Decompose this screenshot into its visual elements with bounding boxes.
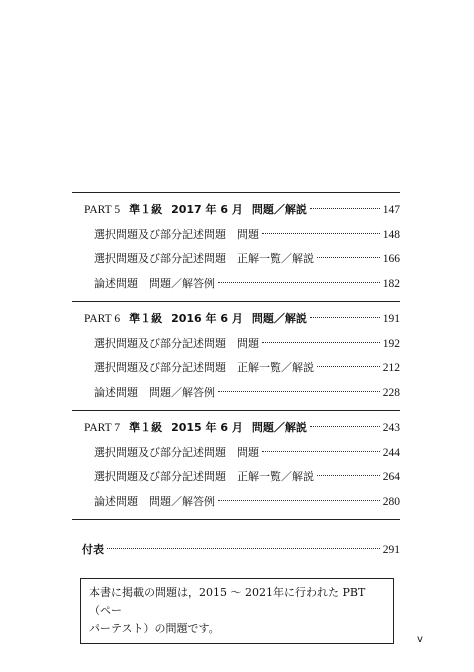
part-grade: 準１級 <box>129 421 163 434</box>
dot-leader <box>310 426 380 427</box>
toc-part-6 <box>72 307 400 411</box>
toc-part-5 <box>72 198 400 302</box>
page-number: 243 <box>382 422 400 434</box>
toc-entry[interactable] <box>72 272 400 297</box>
entry-label: 選択問題及び部分記述問題 問題 <box>94 227 259 241</box>
dot-leader <box>262 233 380 234</box>
note-box <box>80 578 394 644</box>
dot-leader <box>218 500 380 501</box>
dot-leader <box>262 342 380 343</box>
page-number: 264 <box>382 471 400 483</box>
toc-entry[interactable] <box>72 490 400 515</box>
part-date: 2017 年 6 月 <box>171 203 243 216</box>
page-number: 244 <box>382 446 400 459</box>
entry-label: 論述問題 問題／解答例 <box>94 494 215 508</box>
entry-label: 論述問題 問題／解答例 <box>94 276 215 290</box>
page-number: 228 <box>382 386 400 399</box>
part-number: PART 5 <box>84 204 121 216</box>
note-line-2: パーテスト）の問題です。 <box>89 622 220 635</box>
toc-appendix-entry[interactable] <box>72 538 400 563</box>
page-number: 166 <box>382 253 400 265</box>
part-number: PART 6 <box>84 313 121 325</box>
dot-leader <box>310 208 380 209</box>
entry-label: 選択問題及び部分記述問題 正解一覧／解説 <box>94 252 314 265</box>
appendix-label: 付表 <box>82 543 104 556</box>
entry-label: 選択問題及び部分記述問題 正解一覧／解説 <box>94 470 314 483</box>
toc-entry[interactable] <box>72 356 400 381</box>
dot-leader <box>317 366 380 367</box>
entry-label: 選択問題及び部分記述問題 正解一覧／解説 <box>94 361 314 374</box>
part-title: 問題／解説 <box>251 312 307 325</box>
entry-label: 選択問題及び部分記述問題 問題 <box>94 336 259 350</box>
part-grade: 準１級 <box>129 203 163 216</box>
folio-page-number: v <box>417 634 423 645</box>
toc-part-7 <box>72 416 400 520</box>
toc-entry[interactable] <box>72 247 400 272</box>
entry-label: 論述問題 問題／解答例 <box>94 385 215 399</box>
dot-leader <box>317 475 380 476</box>
table-of-contents <box>72 192 400 520</box>
page-number: 191 <box>382 313 400 325</box>
page-number: 280 <box>382 495 400 508</box>
dot-leader <box>262 451 380 452</box>
toc-entry[interactable] <box>72 223 400 248</box>
page-number: 192 <box>382 337 400 350</box>
toc-appendix <box>72 538 400 563</box>
toc-entry[interactable] <box>72 332 400 357</box>
page-number: 212 <box>382 362 400 374</box>
part-number: PART 7 <box>84 422 121 434</box>
page-number: 291 <box>382 544 400 556</box>
toc-part-heading[interactable] <box>72 307 400 332</box>
page-number: 182 <box>382 277 400 290</box>
part-date: 2015 年 6 月 <box>171 421 243 434</box>
toc-entry[interactable] <box>72 441 400 466</box>
entry-label: 選択問題及び部分記述問題 問題 <box>94 445 259 459</box>
part-grade: 準１級 <box>129 312 163 325</box>
part-title: 問題／解説 <box>251 421 307 434</box>
toc-entry[interactable] <box>72 381 400 406</box>
dot-leader <box>218 282 380 283</box>
toc-part-heading[interactable] <box>72 416 400 441</box>
part-date: 2016 年 6 月 <box>171 312 243 325</box>
part-title: 問題／解説 <box>251 203 307 216</box>
toc-entry[interactable] <box>72 465 400 490</box>
page-number: 147 <box>382 204 400 216</box>
dot-leader <box>310 317 380 318</box>
toc-part-heading[interactable] <box>72 198 400 223</box>
dot-leader <box>317 257 380 258</box>
dot-leader <box>107 548 380 549</box>
page-number: 148 <box>382 228 400 241</box>
dot-leader <box>218 391 380 392</box>
note-line-1: 本書に掲載の問題は，2015 ～ 2021年に行われた PBT（ペー <box>89 586 366 617</box>
